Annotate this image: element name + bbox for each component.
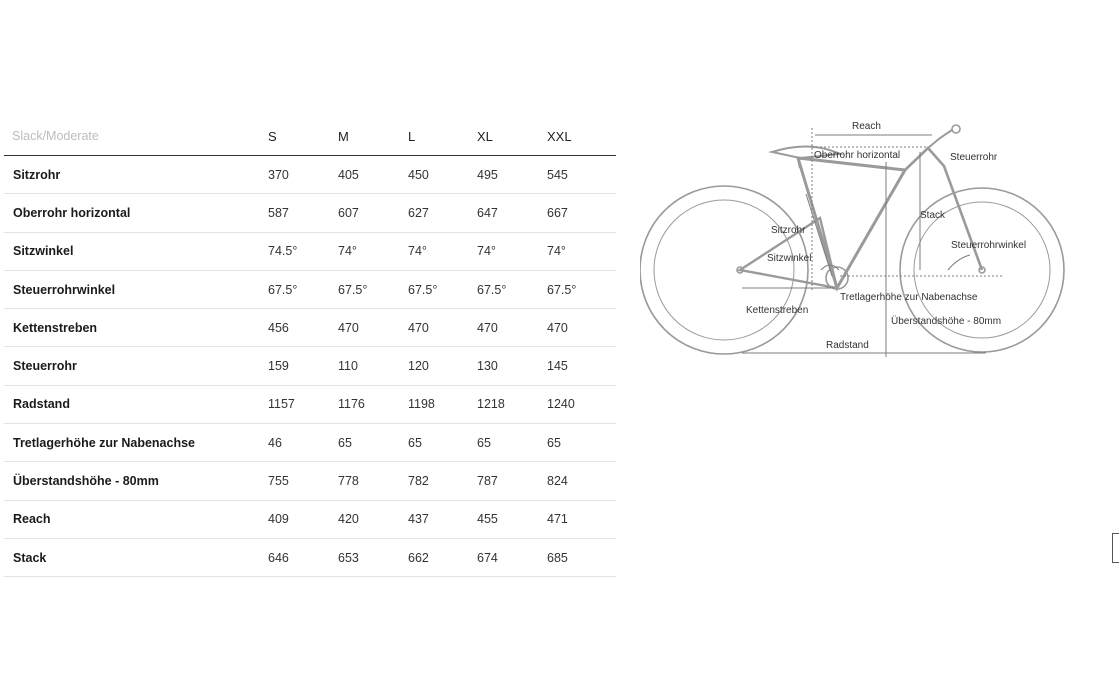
cell-value: 782 xyxy=(408,462,477,500)
row-label: Kettenstreben xyxy=(4,309,268,347)
table-row xyxy=(4,500,616,538)
cell-value: 110 xyxy=(338,347,408,385)
table-row xyxy=(4,156,616,194)
cell-value: 405 xyxy=(338,156,408,194)
row-label: Steuerrohr xyxy=(4,347,268,385)
label-ueberstand: Überstandshöhe - 80mm xyxy=(891,316,1002,327)
cell-value: 1218 xyxy=(477,385,547,423)
label-radstand: Radstand xyxy=(826,340,869,351)
cell-value: 470 xyxy=(547,309,616,347)
label-steuerrohrwinkel: Steuerrohrwinkel xyxy=(951,240,1027,251)
table-header-row xyxy=(4,117,616,156)
stem xyxy=(928,130,952,148)
cell-value: 437 xyxy=(408,500,477,538)
cell-value: 67.5° xyxy=(477,270,547,308)
cell-value: 662 xyxy=(408,538,477,576)
cell-value: 667 xyxy=(547,194,616,232)
cell-value: 587 xyxy=(268,194,338,232)
label-sitzwinkel: Sitzwinkel xyxy=(767,253,812,264)
cell-value: 647 xyxy=(477,194,547,232)
size-header-l: L xyxy=(408,117,477,156)
cell-value: 65 xyxy=(547,424,616,462)
label-kettenstreben: Kettenstreben xyxy=(746,305,809,316)
cell-value: 755 xyxy=(268,462,338,500)
size-header-xxl: XXL xyxy=(547,117,616,156)
cell-value: 67.5° xyxy=(408,270,477,308)
cell-value: 65 xyxy=(477,424,547,462)
cell-value: 67.5° xyxy=(338,270,408,308)
rear-wheel-rim xyxy=(654,200,794,340)
cell-value: 120 xyxy=(408,347,477,385)
cell-value: 674 xyxy=(477,538,547,576)
geometry-table xyxy=(4,117,616,577)
cell-value: 455 xyxy=(477,500,547,538)
cell-value: 74.5° xyxy=(268,232,338,270)
cell-value: 778 xyxy=(338,462,408,500)
table-row xyxy=(4,538,616,576)
table-body xyxy=(4,156,616,577)
cell-value: 646 xyxy=(268,538,338,576)
cell-value: 145 xyxy=(547,347,616,385)
cell-value: 685 xyxy=(547,538,616,576)
geometry-variant-label: Slack/Moderate xyxy=(4,117,268,156)
bike-geometry-diagram xyxy=(640,110,1080,370)
row-label: Überstandshöhe - 80mm xyxy=(4,462,268,500)
label-sitzrohr: Sitzrohr xyxy=(771,225,806,236)
rear-wheel-outer xyxy=(640,186,808,354)
cell-value: 787 xyxy=(477,462,547,500)
cell-value: 1198 xyxy=(408,385,477,423)
table-row xyxy=(4,462,616,500)
cell-value: 409 xyxy=(268,500,338,538)
cell-value: 456 xyxy=(268,309,338,347)
cell-value: 1176 xyxy=(338,385,408,423)
table-row xyxy=(4,347,616,385)
cell-value: 130 xyxy=(477,347,547,385)
row-label: Oberrohr horizontal xyxy=(4,194,268,232)
cell-value: 67.5° xyxy=(268,270,338,308)
row-label: Reach xyxy=(4,500,268,538)
cell-value: 74° xyxy=(408,232,477,270)
table-row xyxy=(4,232,616,270)
cell-value: 470 xyxy=(408,309,477,347)
cell-value: 1240 xyxy=(547,385,616,423)
cell-value: 159 xyxy=(268,347,338,385)
cell-value: 65 xyxy=(408,424,477,462)
cell-value: 653 xyxy=(338,538,408,576)
row-label: Sitzwinkel xyxy=(4,232,268,270)
cell-value: 67.5° xyxy=(547,270,616,308)
cell-value: 495 xyxy=(477,156,547,194)
cell-value: 46 xyxy=(268,424,338,462)
cell-value: 471 xyxy=(547,500,616,538)
steuerrohrwinkel-arc xyxy=(948,255,970,270)
cell-value: 824 xyxy=(547,462,616,500)
handlebar-grip xyxy=(952,125,960,133)
cell-value: 470 xyxy=(477,309,547,347)
row-label: Stack xyxy=(4,538,268,576)
size-header-xl: XL xyxy=(477,117,547,156)
row-label: Radstand xyxy=(4,385,268,423)
row-label: Steuerrohrwinkel xyxy=(4,270,268,308)
size-header-s: S xyxy=(268,117,338,156)
cell-value: 627 xyxy=(408,194,477,232)
cell-value: 1157 xyxy=(268,385,338,423)
side-panel-toggle[interactable] xyxy=(1112,533,1119,563)
table-row xyxy=(4,385,616,423)
label-steuerrohr: Steuerrohr xyxy=(950,152,998,163)
cell-value: 450 xyxy=(408,156,477,194)
cell-value: 74° xyxy=(338,232,408,270)
cell-value: 470 xyxy=(338,309,408,347)
cell-value: 545 xyxy=(547,156,616,194)
label-reach: Reach xyxy=(852,121,881,132)
table-row xyxy=(4,194,616,232)
row-label: Tretlagerhöhe zur Nabenachse xyxy=(4,424,268,462)
cell-value: 74° xyxy=(547,232,616,270)
cell-value: 607 xyxy=(338,194,408,232)
label-stack: Stack xyxy=(920,210,946,221)
cell-value: 65 xyxy=(338,424,408,462)
table-row xyxy=(4,270,616,308)
cell-value: 74° xyxy=(477,232,547,270)
table-row xyxy=(4,424,616,462)
label-tretlager: Tretlagerhöhe zur Nabenachse xyxy=(840,292,978,303)
table-row xyxy=(4,309,616,347)
cell-value: 370 xyxy=(268,156,338,194)
row-label: Sitzrohr xyxy=(4,156,268,194)
label-oberrohr: Oberrohr horizontal xyxy=(814,150,901,161)
size-header-m: M xyxy=(338,117,408,156)
cell-value: 420 xyxy=(338,500,408,538)
